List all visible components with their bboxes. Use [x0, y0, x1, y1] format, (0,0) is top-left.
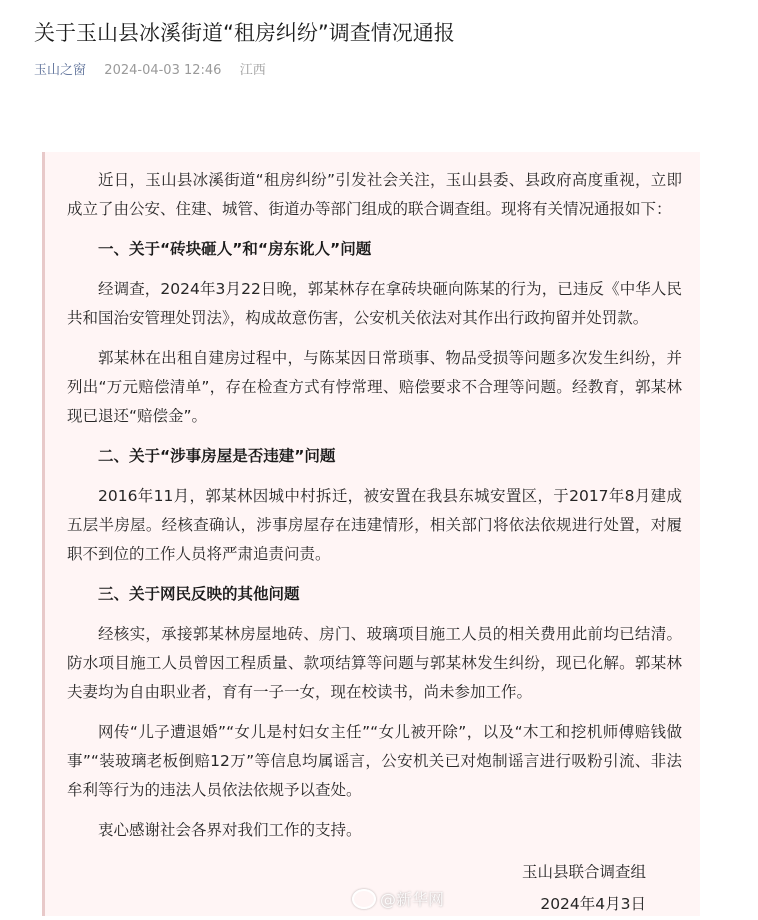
section-1-heading: 一、关于“砖块砸人”和“房东讹人”问题	[98, 240, 372, 258]
publish-location: 江西	[239, 63, 266, 78]
section-3-paragraph-2: 网传“儿子遭退婚”“女儿是村妇女主任”“女儿被开除”，以及“木工和挖机师傅赔钱做事”“装玻璃老板倒赔12万”等信息均属谣言，公安机关已对炮制谣言进行吸粉引流、非法牟利等行为的违法人员依法依规予以查处。	[67, 723, 682, 799]
article-meta	[34, 61, 266, 81]
publish-date: 2024-04-03 12:46	[104, 63, 222, 78]
thanks-line: 衷心感谢社会各界对我们工作的支持。	[98, 821, 362, 839]
section-3-paragraph-1: 经核实，承接郭某林房屋地砖、房门、玻璃项目施工人员的相关费用此前均已结清。防水项目施工人员曾因工程质量、款项结算等问题与郭某林发生纠纷，现已化解。郭某林夫妻均为自由职业者，育有一子一女，现在校读书，尚未参加工作。	[67, 625, 682, 701]
account-name-link[interactable]: 玉山之窗	[34, 63, 87, 78]
section-3-heading: 三、关于网民反映的其他问题	[98, 585, 300, 603]
weibo-logo-icon	[352, 889, 376, 909]
watermark-text: @新华网	[379, 890, 444, 909]
notice-document-image	[42, 152, 700, 916]
watermark	[352, 887, 444, 910]
signature: 玉山县联合调查组	[521, 863, 646, 881]
signature-date: 2024年4月3日	[540, 895, 646, 913]
section-2-paragraph-1: 2016年11月，郭某林因城中村拆迁，被安置在我县东城安置区，于2017年8月建成五层半房屋。经核查确认，涉事房屋存在违建情形，相关部门将依法依规进行处置，对履职不到位的工作人员将严肃追责问责。	[67, 487, 682, 563]
section-1-paragraph-1: 经调查，2024年3月22日晚，郭某林存在拿砖块砸向陈某的行为，已违反《中华人民共和国治安管理处罚法》，构成故意伤害，公安机关依法对其作出行政拘留并处罚款。	[67, 280, 682, 327]
section-1-paragraph-2: 郭某林在出租自建房过程中，与陈某因日常琐事、物品受损等问题多次发生纠纷，并列出“万元赔偿清单”，存在检查方式有悖常理、赔偿要求不合理等问题。经教育，郭某林现已退还“赔偿金”。	[67, 349, 682, 425]
notice-intro: 近日，玉山县冰溪街道“租房纠纷”引发社会关注，玉山县委、县政府高度重视，立即成立了由公安、住建、城管、街道办等部门组成的联合调查组。现将有关情况通报如下：	[67, 171, 682, 218]
article-title: 关于玉山县冰溪街道“租房纠纷”调查情况通报	[34, 21, 455, 45]
section-2-heading: 二、关于“涉事房屋是否违建”问题	[98, 447, 336, 465]
